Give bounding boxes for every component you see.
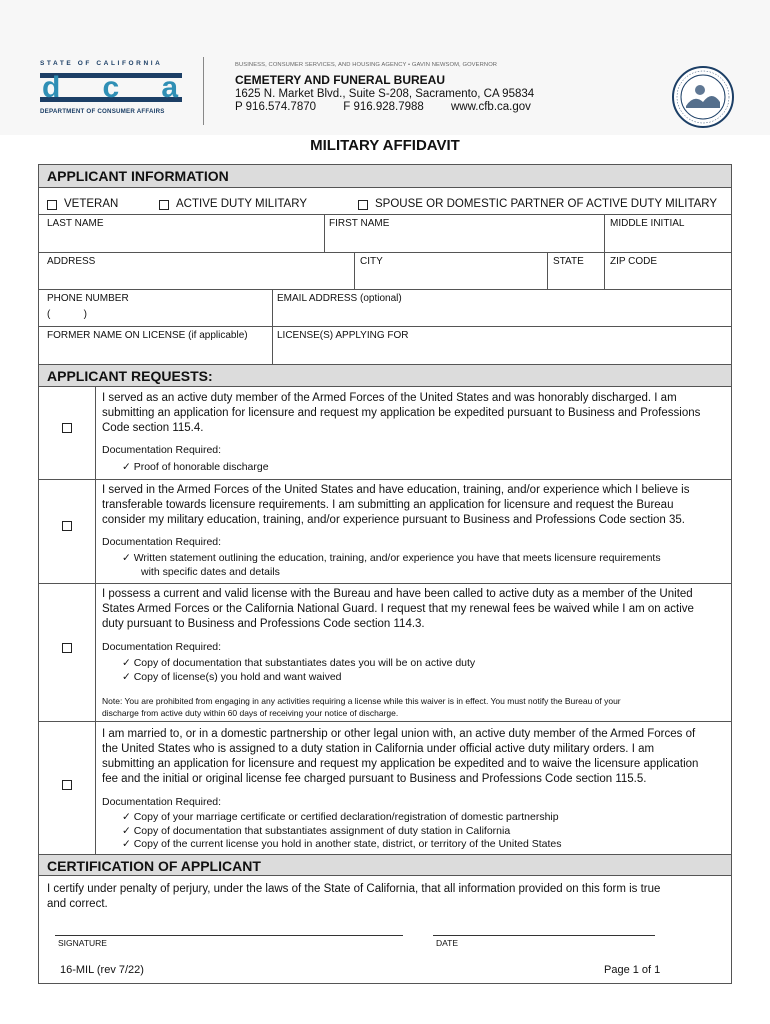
- request-4-checkbox[interactable]: [62, 780, 72, 790]
- request-1-text: I served as an active duty member of the Armed Forces of the United States and was honorably discharged. I am submitting an application for licensure and request my application be expedited pursuant to Business and Professions Code section 115.4.: [102, 392, 701, 434]
- email-label: EMAIL ADDRESS (optional): [277, 293, 402, 304]
- spouse-label: SPOUSE OR DOMESTIC PARTNER OF ACTIVE DUTY MILITARY: [375, 198, 718, 210]
- phone-number: P 916.574.7870: [235, 101, 317, 113]
- dca-logo-mark: [40, 70, 182, 104]
- request-4-doc-label: Documentation Required:: [102, 796, 222, 808]
- request-1-docs: ✓ Proof of honorable discharge: [122, 461, 269, 473]
- last-name-label: LAST NAME: [47, 218, 104, 229]
- spouse-checkbox[interactable]: [358, 200, 368, 210]
- divider: [39, 326, 731, 327]
- divider: [95, 387, 96, 854]
- divider: [39, 252, 731, 253]
- divider: [39, 289, 731, 290]
- active-duty-label: ACTIVE DUTY MILITARY: [176, 198, 307, 210]
- former-name-label: FORMER NAME ON LICENSE (if applicable): [47, 330, 248, 341]
- state-seal-icon: [672, 66, 734, 128]
- request-3-docs: ✓ Copy of documentation that substantiates dates you will be on active duty ✓ Copy of license(s) you hold and want waived: [122, 657, 476, 683]
- divider: [39, 721, 731, 722]
- bureau-address: 1625 N. Market Blvd., Suite S-208, Sacramento, CA 95834: [235, 88, 535, 100]
- request-2-text: I served in the Armed Forces of the United States and have education, training, and/or experience which I believe is transferable towards licensure requirements. I am submitting an application for licensure and request the Bureau consider my military education, training, and/or experience pursuant to Business and Professions Code section 35.: [102, 484, 690, 526]
- phone-area-code: ( ): [47, 309, 87, 320]
- form-id: 16-MIL (rev 7/22): [60, 964, 144, 976]
- divider: [604, 214, 605, 252]
- zip-code-label: ZIP CODE: [610, 256, 658, 267]
- divider: [39, 479, 731, 480]
- request-2-doc-label: Documentation Required:: [102, 536, 222, 548]
- middle-initial-label: MIDDLE INITIAL: [610, 218, 685, 229]
- state-of-california-label: STATE OF CALIFORNIA: [40, 60, 163, 67]
- city-label: CITY: [360, 256, 383, 267]
- divider: [39, 214, 731, 215]
- phone-number-label: PHONE NUMBER: [47, 293, 129, 304]
- divider: [604, 252, 605, 289]
- agency-line: BUSINESS, CONSUMER SERVICES, AND HOUSING AGENCY • GAVIN NEWSOM, GOVERNOR: [235, 62, 498, 68]
- request-2-docs: ✓ Written statement outlining the education, training, and/or experience you have that meets licensure requirements with specific dates and details: [122, 552, 661, 578]
- request-2-checkbox[interactable]: [62, 521, 72, 531]
- signature-label: SIGNATURE: [58, 938, 107, 948]
- date-label: DATE: [436, 938, 459, 948]
- request-3-checkbox[interactable]: [62, 643, 72, 653]
- request-3-note: Note: You are prohibited from engaging in any activities requiring a license while this waiver is in effect. You must notify the Bureau of your discharge from active duty within 60 days of receiving your notice of discharge.: [102, 696, 621, 718]
- request-3-text: I possess a current and valid license with the Bureau and have been called to active duty as a member of the United States Armed Forces or the California National Guard. I request that my renewal fees be waived while I am on active duty pursuant to Business and Professions Code section 114.3.: [102, 588, 694, 630]
- request-1-checkbox[interactable]: [62, 423, 72, 433]
- divider: [272, 289, 273, 364]
- address-label: ADDRESS: [47, 256, 96, 267]
- bureau-name: CEMETERY AND FUNERAL BUREAU: [235, 73, 446, 87]
- date-line[interactable]: [433, 935, 655, 936]
- applicant-info-heading: APPLICANT INFORMATION: [39, 165, 731, 188]
- veteran-label: VETERAN: [64, 198, 119, 210]
- request-4-docs: ✓ Copy of your marriage certificate or certified declaration/registration of domestic partnership ✓ Copy of documentation that substantiates assignment of duty station in California ✓ Copy of the current license you hold in another state, district, or territory of the United States: [122, 811, 562, 850]
- certification-heading: CERTIFICATION OF APPLICANT: [39, 854, 731, 876]
- letterhead-divider: [203, 57, 204, 125]
- request-3-doc-label: Documentation Required:: [102, 641, 222, 653]
- request-1-doc-label: Documentation Required:: [102, 444, 222, 456]
- divider: [354, 252, 355, 289]
- signature-line[interactable]: [55, 935, 403, 936]
- divider: [39, 583, 731, 584]
- request-4-text: I am married to, or in a domestic partnership or other legal union with, an active duty member of the Armed Forces of the United States who is assigned to a duty station in California under official active duty military orders. I am submitting an application for licensure and request my application be expedited and to waive the licensure application fee and the initial or original license fee charged pursuant to Business and Professions Code section 115.5.: [102, 728, 699, 785]
- website-link[interactable]: www.cfb.ca.gov: [451, 101, 531, 113]
- certification-text: I certify under penalty of perjury, under the laws of the State of California, that all information provided on this form is true and correct.: [47, 883, 661, 910]
- department-name: DEPARTMENT OF CONSUMER AFFAIRS: [40, 108, 165, 115]
- bureau-contacts: [235, 101, 555, 113]
- page-number: Page 1 of 1: [604, 964, 661, 976]
- svg-text:dca: dca: [42, 71, 178, 104]
- licenses-label: LICENSE(S) APPLYING FOR: [277, 330, 409, 341]
- divider: [324, 214, 325, 252]
- dca-logo: [40, 60, 188, 120]
- veteran-checkbox[interactable]: [47, 200, 57, 210]
- applicant-requests-heading: APPLICANT REQUESTS:: [39, 365, 731, 387]
- active-duty-checkbox[interactable]: [159, 200, 169, 210]
- divider: [547, 252, 548, 289]
- state-label: STATE: [553, 256, 584, 267]
- form-title: MILITARY AFFIDAVIT: [310, 137, 460, 154]
- first-name-label: FIRST NAME: [329, 218, 390, 229]
- fax-number: F 916.928.7988: [343, 101, 424, 113]
